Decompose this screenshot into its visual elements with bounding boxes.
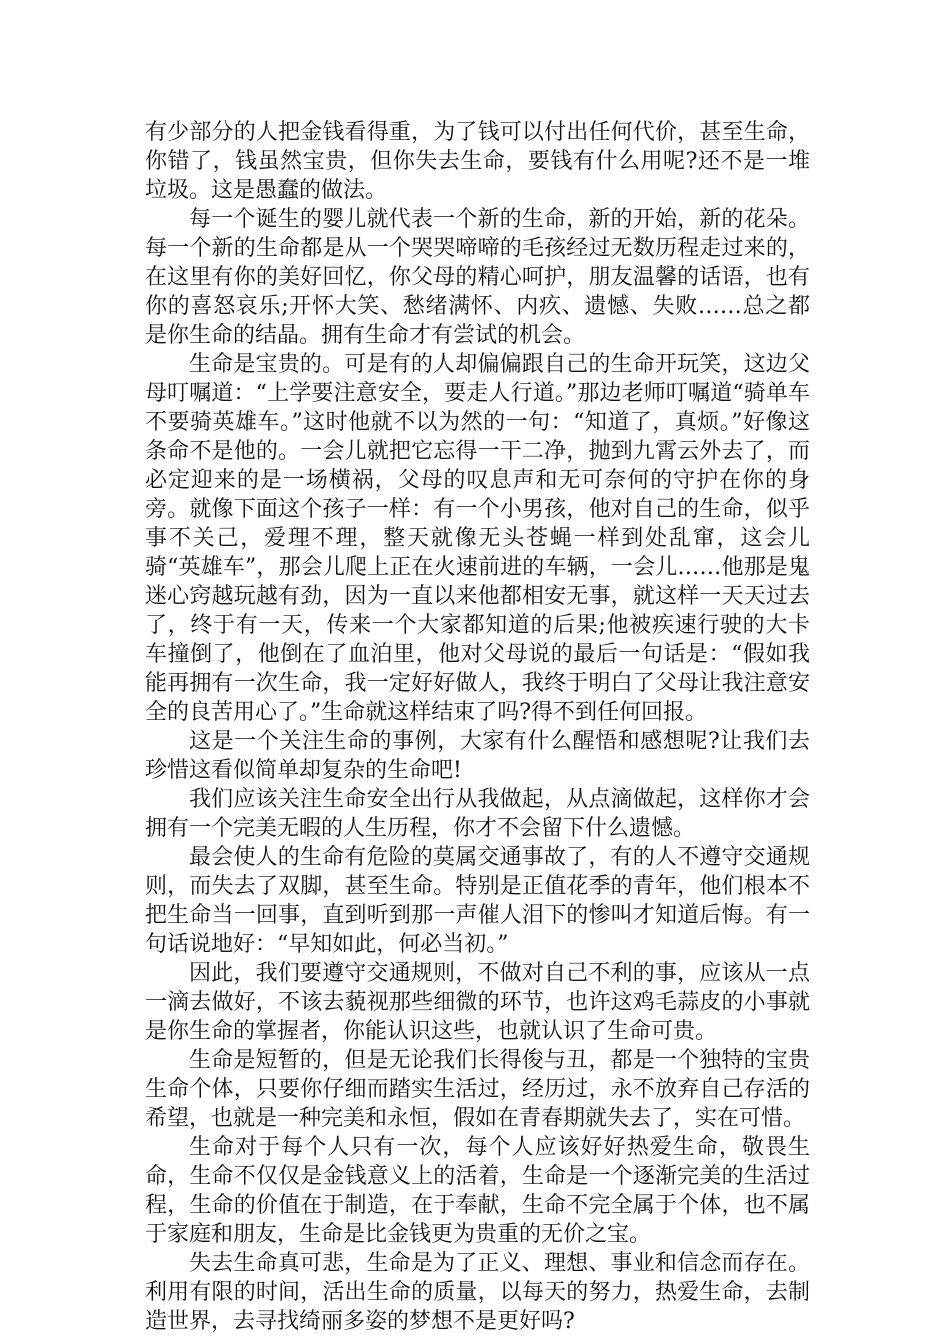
paragraph-10: 失去生命真可悲，生命是为了正义、理想、事业和信念而存在。利用有限的时间，活出生命的质量，以每天的努力，热爱生命，去制造世界，去寻找绮丽多姿的梦想不是更好吗? [145,1251,810,1334]
paragraph-2: 每一个诞生的婴儿就代表一个新的生命，新的开始，新的花朵。每一个新的生命都是从一个哭哭啼啼的毛孩经过无数历程走过来的，在这里有你的美好回忆，你父母的精心呵护，朋友温馨的话语，也有你的喜怒哀乐;开怀大笑、愁绪满怀、内疚、遗憾、失败……总之都是你生命的结晶。拥有生命才有尝试的机会。 [145,207,810,348]
paragraph-8: 生命是短暂的，但是无论我们长得俊与丑，都是一个独特的宝贵生命个体，只要你仔细而踏实生活过，经历过，永不放弃自己存活的希望，也就是一种完美和永恒，假如在青春期就失去了，实在可惜。 [145,1048,810,1131]
paragraph-9: 生命对于每个人只有一次，每个人应该好好热爱生命，敬畏生命，生命不仅仅是金钱意义上的活着，生命是一个逐渐完美的生活过程，生命的价值在于制造，在于奉献，生命不完全属于个体，也不属于家庭和朋友，生命是比金钱更为贵重的无价之宝。 [145,1135,810,1247]
paragraph-7: 因此，我们要遵守交通规则，不做对自己不利的事，应该从一点一滴去做好，不该去藐视那些细微的环节，也许这鸡毛蒜皮的小事就是你生命的掌握者，你能认识这些，也就认识了生命可贵。 [145,961,810,1044]
paragraph-3: 生命是宝贵的。可是有的人却偏偏跟自己的生命开玩笑，这边父母叮嘱道：“上学要注意安全，要走人行道。”那边老师叮嘱道“骑单车不要骑英雄车。”这时他就不以为然的一句：“知道了，真烦。”好像这条命不是他的。一会儿就把它忘得一干二净，抛到九霄云外去了，而必定迎来的是一场横祸，父母的叹息声和无可奈何的守护在你的身旁。就像下面这个孩子一样：有一个小男孩，他对自己的生命，似乎事不关己，爱理不理，整天就像无头苍蝇一样到处乱窜，这会儿骑“英雄车”，那会儿爬上正在火速前进的车辆，一会儿……他那是鬼迷心窍越玩越有劲，因为一直以来他都相安无事，就这样一天天过去了，终于有一天，传来一个大家都知道的后果;他被疾速行驶的大卡车撞倒了，他倒在了血泊里，他对父母说的最后一句话是：“假如我能再拥有一次生命，我一定好好做人，我终于明白了父母让我注意安全的良苦用心了。”生命就这样结束了吗?得不到任何回报。 [145,352,810,725]
paragraph-6: 最会使人的生命有危险的莫属交通事故了，有的人不遵守交通规则，而失去了双脚，甚至生命。特别是正值花季的青年，他们根本不把生命当一回事，直到听到那一声催人泪下的惨叫才知道后悔。有一句话说地好：“早知如此，何必当初。” [145,845,810,957]
document-body [145,118,810,1336]
paragraph-5: 我们应该关注生命安全出行从我做起，从点滴做起，这样你才会拥有一个完美无暇的人生历程，你才不会留下什么遗憾。 [145,787,810,841]
paragraph-1: 有少部分的人把金钱看得重，为了钱可以付出任何代价，甚至生命，你错了，钱虽然宝贵，但你失去生命，要钱有什么用呢?还不是一堆垃圾。这是愚蠢的做法。 [145,120,810,203]
paragraph-4: 这是一个关注生命的事例，大家有什么醒悟和感想呢?让我们去珍惜这看似简单却复杂的生命吧! [145,729,810,783]
